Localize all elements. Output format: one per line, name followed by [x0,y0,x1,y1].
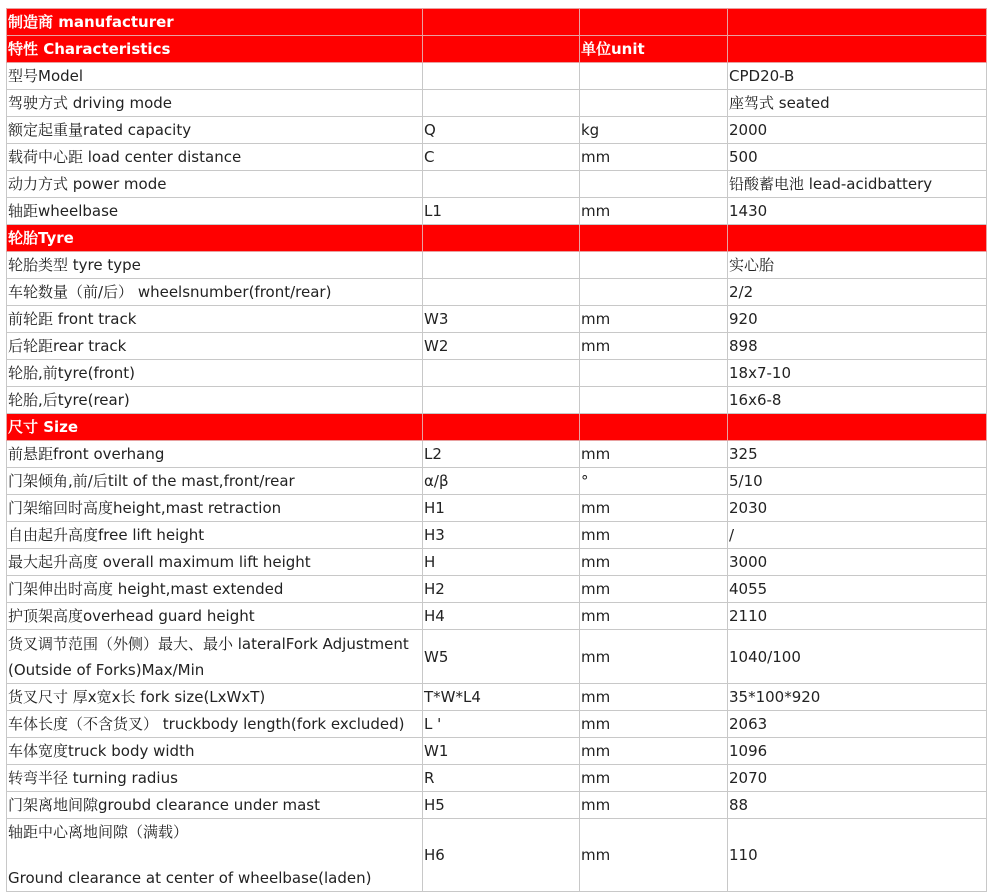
symbol-cell: R [423,765,580,792]
parameter-cell: 自由起升高度free lift height [7,522,423,549]
symbol-cell [423,387,580,414]
value-cell: 2110 [728,603,987,630]
table-row [7,603,987,630]
symbol-cell [423,252,580,279]
value-cell: CPD20-B [728,63,987,90]
parameter-cell: 轮胎,后tyre(rear) [7,387,423,414]
table-row [7,549,987,576]
unit-cell: mm [580,441,728,468]
value-cell: 2063 [728,711,987,738]
symbol-cell: Q [423,117,580,144]
unit-cell [580,171,728,198]
table-row [7,819,987,892]
parameter-cell: 车轮数量（前/后） wheelsnumber(front/rear) [7,279,423,306]
table-row [7,576,987,603]
spec-table-body [7,9,987,892]
unit-cell [580,63,728,90]
unit-cell: mm [580,630,728,684]
parameter-cell: 制造商 manufacturer [7,9,423,36]
parameter-cell: 货叉调节范围（外侧）最大、最小 lateralFork Adjustment(Outside of Forks)Max/Min [7,630,423,684]
symbol-cell: H4 [423,603,580,630]
parameter-label-cn: 轴距中心离地间隙（满载） [8,823,189,841]
table-row [7,441,987,468]
parameter-cell: 转弯半径 turning radius [7,765,423,792]
parameter-cell: 最大起升高度 overall maximum lift height [7,549,423,576]
value-cell [728,36,987,63]
value-cell: 920 [728,306,987,333]
unit-cell: mm [580,198,728,225]
unit-cell: mm [580,738,728,765]
unit-cell: mm [580,711,728,738]
value-cell: 铅酸蓄电池 lead-acidbattery [728,171,987,198]
symbol-cell: H3 [423,522,580,549]
parameter-cell: 前悬距front overhang [7,441,423,468]
value-cell: 500 [728,144,987,171]
symbol-cell: W1 [423,738,580,765]
table-row [7,765,987,792]
table-row [7,738,987,765]
parameter-cell: 驾驶方式 driving mode [7,90,423,117]
unit-cell: 单位unit [580,36,728,63]
parameter-cell: 护顶架高度overhead guard height [7,603,423,630]
value-cell: 2070 [728,765,987,792]
unit-cell: mm [580,333,728,360]
symbol-cell [423,90,580,117]
parameter-cell: 货叉尺寸 厚x宽x长 fork size(LxWxT) [7,684,423,711]
value-cell [728,225,987,252]
unit-cell: mm [580,522,728,549]
parameter-cell: 后轮距rear track [7,333,423,360]
value-cell: / [728,522,987,549]
value-cell: 1096 [728,738,987,765]
parameter-cell: 轴距wheelbase [7,198,423,225]
table-row [7,522,987,549]
value-cell: 88 [728,792,987,819]
symbol-cell [423,63,580,90]
unit-cell: mm [580,603,728,630]
parameter-cell: 轮胎,前tyre(front) [7,360,423,387]
parameter-cell: 门架缩回时高度height,mast retraction [7,495,423,522]
symbol-cell [423,225,580,252]
unit-cell: mm [580,495,728,522]
symbol-cell [423,360,580,387]
parameter-cell: 载荷中心距 load center distance [7,144,423,171]
symbol-cell: C [423,144,580,171]
symbol-cell: H2 [423,576,580,603]
symbol-cell: W3 [423,306,580,333]
value-cell: 16x6-8 [728,387,987,414]
parameter-cell: 轮胎类型 tyre type [7,252,423,279]
parameter-cell: 轮胎Tyre [7,225,423,252]
parameter-cell: 额定起重量rated capacity [7,117,423,144]
parameter-label-en: Ground clearance at center of wheelbase(laden) [8,869,372,887]
section-header-row [7,36,987,63]
table-row [7,495,987,522]
table-row [7,198,987,225]
symbol-cell: W2 [423,333,580,360]
value-cell: 2000 [728,117,987,144]
table-row [7,117,987,144]
unit-cell: mm [580,549,728,576]
unit-cell: ° [580,468,728,495]
table-row [7,90,987,117]
value-cell: 2/2 [728,279,987,306]
parameter-cell: 特性 Characteristics [7,36,423,63]
symbol-cell: T*W*L4 [423,684,580,711]
value-cell: 3000 [728,549,987,576]
symbol-cell: H5 [423,792,580,819]
parameter-cell: 门架离地间隙groubd clearance under mast [7,792,423,819]
table-row [7,279,987,306]
unit-cell: mm [580,819,728,892]
unit-cell: mm [580,306,728,333]
parameter-cell: 动力方式 power mode [7,171,423,198]
symbol-cell: H6 [423,819,580,892]
value-cell: 110 [728,819,987,892]
parameter-cell: 前轮距 front track [7,306,423,333]
parameter-cell: 门架倾角,前/后tilt of the mast,front/rear [7,468,423,495]
unit-cell: mm [580,144,728,171]
symbol-cell: H [423,549,580,576]
symbol-cell [423,9,580,36]
symbol-cell: L ' [423,711,580,738]
section-header-row [7,225,987,252]
symbol-cell: L2 [423,441,580,468]
parameter-cell: 尺寸 Size [7,414,423,441]
unit-cell [580,252,728,279]
unit-cell [580,9,728,36]
unit-cell [580,360,728,387]
parameter-cell: 车体宽度truck body width [7,738,423,765]
table-row [7,63,987,90]
unit-cell [580,414,728,441]
symbol-cell: α/β [423,468,580,495]
unit-cell [580,387,728,414]
symbol-cell [423,279,580,306]
unit-cell: kg [580,117,728,144]
value-cell: 325 [728,441,987,468]
table-row [7,468,987,495]
table-row [7,306,987,333]
value-cell [728,9,987,36]
table-row [7,684,987,711]
unit-cell [580,225,728,252]
section-header-row [7,414,987,441]
parameter-cell [7,819,423,892]
value-cell: 4055 [728,576,987,603]
unit-cell: mm [580,576,728,603]
section-header-row [7,9,987,36]
table-row [7,144,987,171]
table-row [7,360,987,387]
symbol-cell: L1 [423,198,580,225]
spec-table [6,8,987,892]
value-cell: 18x7-10 [728,360,987,387]
symbol-cell: H1 [423,495,580,522]
value-cell: 5/10 [728,468,987,495]
table-row [7,630,987,684]
value-cell: 898 [728,333,987,360]
value-cell: 35*100*920 [728,684,987,711]
unit-cell [580,279,728,306]
table-row [7,387,987,414]
value-cell: 1040/100 [728,630,987,684]
value-cell [728,414,987,441]
symbol-cell [423,414,580,441]
symbol-cell [423,171,580,198]
unit-cell: mm [580,792,728,819]
parameter-cell: 门架伸出时高度 height,mast extended [7,576,423,603]
value-cell: 实心胎 [728,252,987,279]
parameter-cell: 型号Model [7,63,423,90]
value-cell: 2030 [728,495,987,522]
value-cell: 座驾式 seated [728,90,987,117]
symbol-cell: W5 [423,630,580,684]
unit-cell [580,90,728,117]
unit-cell: mm [580,684,728,711]
value-cell: 1430 [728,198,987,225]
unit-cell: mm [580,765,728,792]
symbol-cell [423,36,580,63]
table-row [7,333,987,360]
table-row [7,792,987,819]
table-row [7,252,987,279]
table-row [7,171,987,198]
table-row [7,711,987,738]
parameter-cell: 车体长度（不含货叉） truckbody length(fork excluded) [7,711,423,738]
